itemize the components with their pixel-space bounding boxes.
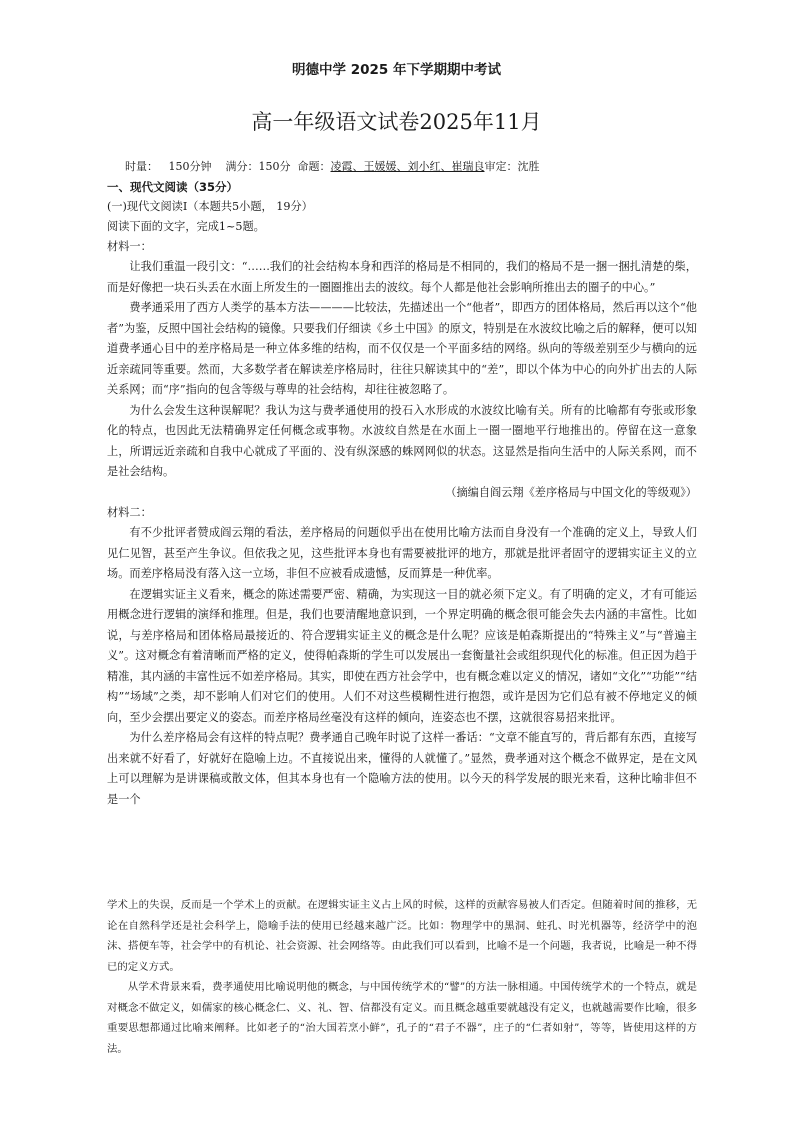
reviewer-name: 沈胜 bbox=[517, 160, 540, 173]
material-two-paragraph-1: 有不少批评者赞成阎云翔的看法，差序格局的问题似乎出在使用比喻方法而自身没有一个准确的定义上，导致人们见仁见智，甚至产生争议。但依我之见，这些批评本身也有需要被批评的地方，那就是批评者固守的逻辑实证主义的立场。而差序格局没有落入这一立场，非但不应被看成遗憾，反而算是一种优率。 bbox=[107, 526, 697, 580]
reviewer-label: 审定： bbox=[484, 160, 518, 173]
time-value: 150分钟 bbox=[168, 160, 212, 173]
material-one-label: 材料一： bbox=[107, 240, 152, 253]
sub-section-heading: (一)现代文阅读Ⅰ（本题共5小题， 19分） bbox=[107, 200, 313, 213]
material-one-paragraph-3: 为什么会发生这种误解呢？我认为这与费孝通使用的投石入水形成的水波纹比喻有关。所有的比喻都有夸张或形象化的特点，也因此无法精确界定任何概念或事物。水波纹自然是在水面上一圈一圈地平行地推出的。停留在这一意象上，所谓远近亲疏和自我中心就成了平面的、没有纵深感的蛛网网似的状态。这显然是指向生活中的人际关系网，而不是社会结构。 bbox=[107, 403, 697, 478]
material-one-source: （摘编自阎云翔《差序格局与中国文化的等级观》） bbox=[445, 485, 697, 499]
time-label: 时量： bbox=[125, 160, 158, 173]
reading-body-continued bbox=[107, 895, 697, 1059]
instruction: 阅读下面的文字，完成1~5题。 bbox=[107, 220, 265, 233]
material-two-label: 材料二： bbox=[107, 506, 152, 519]
section-heading: 一、现代文阅读（35分） bbox=[107, 180, 239, 194]
setters-label: 命题： bbox=[297, 160, 331, 173]
exam-meta-line bbox=[125, 158, 725, 174]
material-two-paragraph-3-continued: 学术上的失误，反而是一个学术上的贡献。在逻辑实证主义占上风的时候，这样的贡献容易被人们否定。但随着时间的推移，无论在自然科学还是社会科学上，隐喻手法的使用已经越来越广泛。比如：物理学中的黑洞、蛀孔、时光机器等，经济学中的泡沫、搭便车等，社会学中的有机论、社会资源、社会网络等。由此我们可以看到，比喻不是一个问题，我者说，比喻是一种不得已的定义方式。 bbox=[107, 899, 697, 973]
paper-title: 高一年级语文试卷2025年11月 bbox=[251, 110, 542, 134]
reading-body bbox=[107, 177, 697, 810]
material-two-paragraph-2: 在逻辑实证主义看来，概念的陈述需要严密、精确，为实现这一目的就必须下定义。有了明确的定义，才有可能运用概念进行逻辑的演绎和推理。但是，我们也要清醒地意识到，一个界定明确的概念很可能会失去内涵的丰富性。比如说，与差序格局和团体格局最接近的、符合逻辑实证主义的概念是什么呢？应该是帕森斯提出的“特殊主义”与“普遍主义”。这对概念有着清晰而严格的定义，使得帕森斯的学生可以发展出一套衡量社会或组织现代化的标准。但正因为趋于精准，其内涵的丰富性远不如差序格局。其实，即使在西方社会学中，也有概念难以定义的情况，诸如“文化”“功能”“结构”“场域”之类，却不影响人们对它们的使用。人们不对这些模糊性进行抱怨，或许是因为它们总有被不停地定义的倾向，至少会摆出要定义的姿态。而差序格局丝毫没有这样的倾向，连姿态也不摆，这就很容易招来批评。 bbox=[107, 587, 697, 724]
material-two-paragraph-4: 从学术背景来看，费孝通使用比喻说明他的概念，与中国传统学术的“譬”的方法一脉相通。中国传统学术的一个特点，就是对概念不做定义，如儒家的核心概念仁、义、礼、智、信都没有定义。而且概念越重要就越没有定义，也就越需要作比喻，很多重要思想都通过比喻来阐释。比如老子的“治大国若烹小鲜”，孔子的“君子不器”，庄子的“仁者如射”，等等，皆使用这样的方法。 bbox=[107, 981, 697, 1055]
material-one-paragraph-1: 让我们重温一段引文：“……我们的社会结构本身和西洋的格局是不相同的，我们的格局不是一捆一捆扎清楚的柴，而是好像把一块石头丢在水面上所发生的一圈圈推出去的波纹。每个人都是他社会影响所推出去的圈子的中心。” bbox=[107, 260, 697, 294]
material-two-paragraph-3: 为什么差序格局会有这样的特点呢？费孝通自己晚年时说了这样一番话：“文章不能直写的，背后都有东西，直接写出来就不好看了，好就好在隐喻上边。不直接说出来，懂得的人就懂了。”显然，费孝通对这个概念不做界定，是在文风上可以理解为是讲课稿或散文体，但其本身也有一个隐喻方法的使用。以今天的科学发展的眼光来看，这种比喻非但不是一个 bbox=[107, 731, 697, 806]
material-one-paragraph-2: 费孝通采用了西方人类学的基本方法————比较法，先描述出一个“他者”，即西方的团体格局，然后再以这个“他者”为鉴，反照中国社会结构的镜像。只要我们仔细读《乡土中国》的原文，特别是在水波纹比喻之后的解释，便可以知道费孝通心目中的差序格局是一种立体多维的结构，而不仅仅是一个平面多结的网络。纵向的等级差别至少与横向的远近亲疏同等重要。然而，大多数学者在解读差序格局时，往往只解读其中的“差”，即以个体为中心的向外扩出去的人际关系网；而“序”指向的包含等级与尊卑的社会结构，却往往被忽略了。 bbox=[107, 301, 697, 396]
exam-header: 明德中学 2025 年下学期期中考试 bbox=[292, 62, 501, 78]
score-label: 满分：150分 bbox=[225, 160, 291, 173]
setters-names: 凌霞、王媛媛、刘小红、崔瑞良 bbox=[330, 160, 485, 173]
